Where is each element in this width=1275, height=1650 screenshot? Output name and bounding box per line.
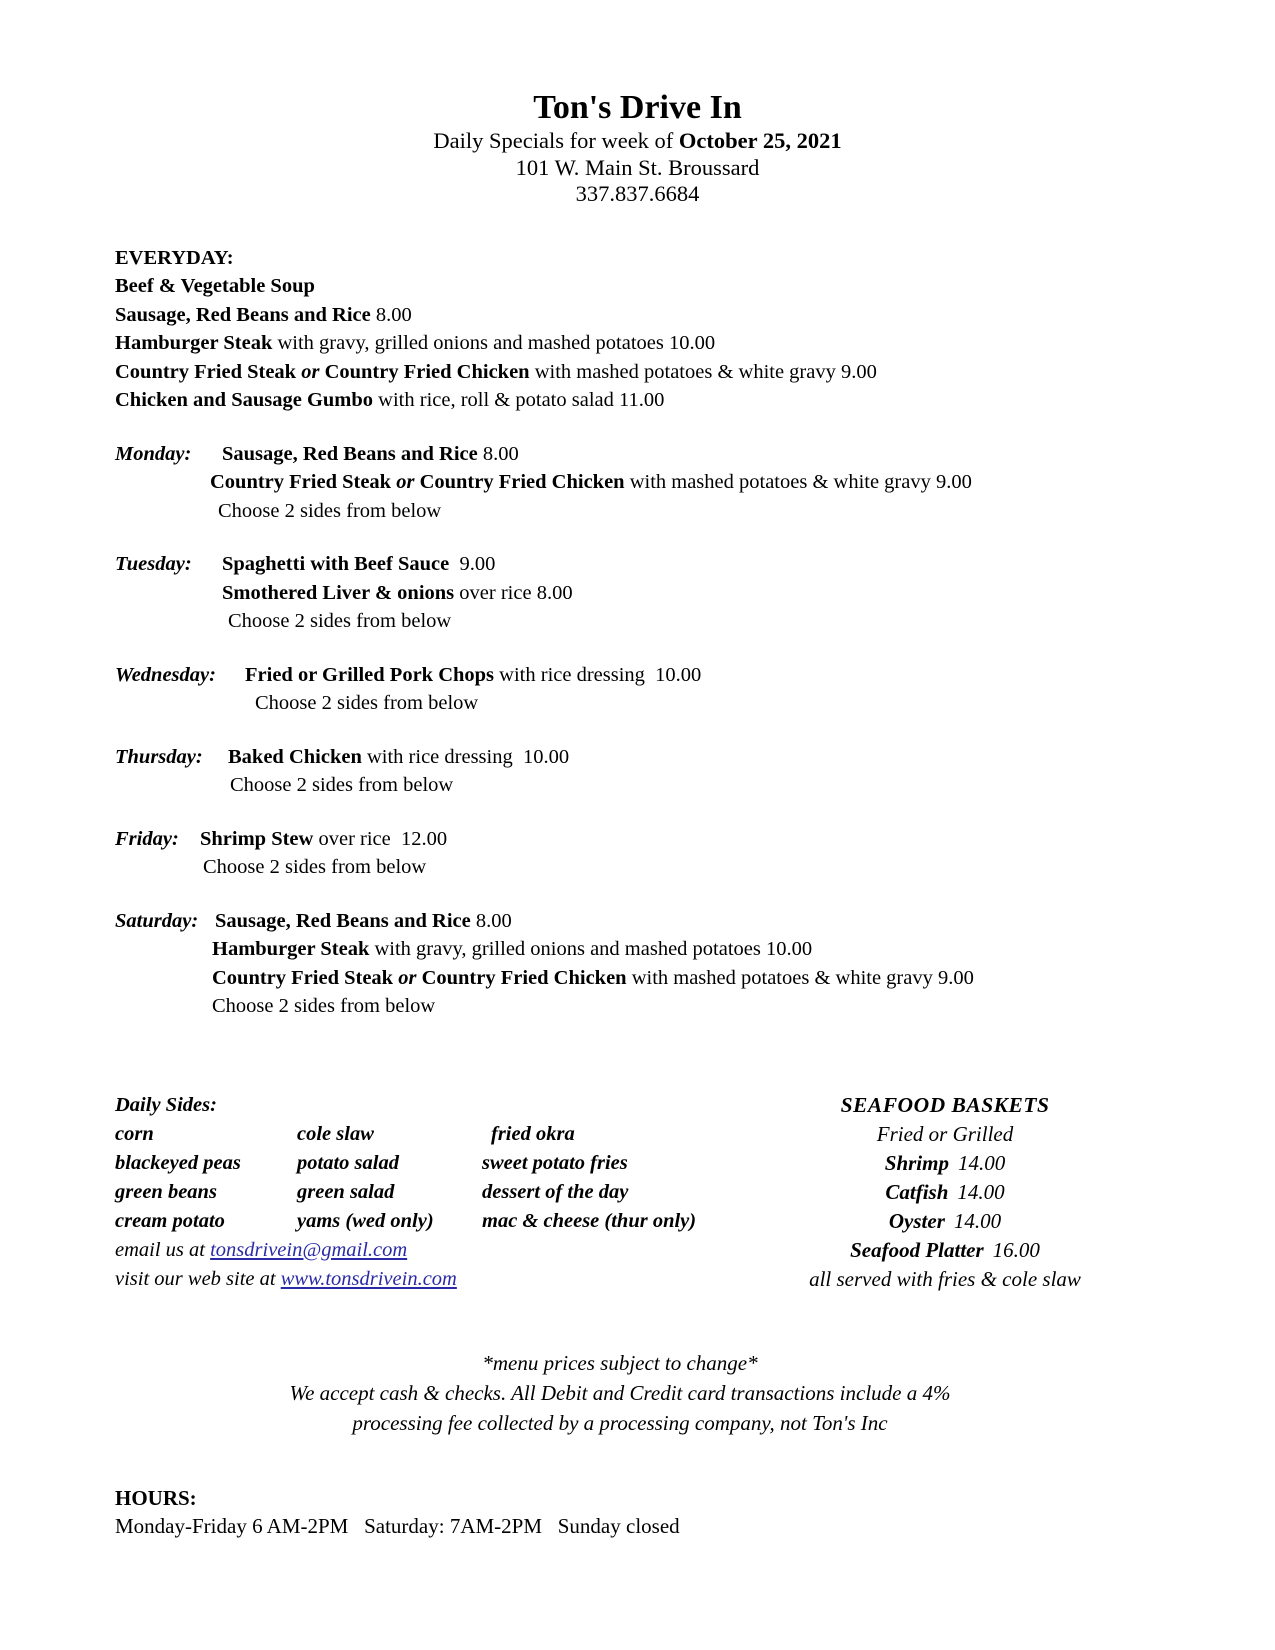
- seafood-subheading: Fried or Grilled: [876, 1121, 1014, 1146]
- everyday-heading: EVERYDAY:: [115, 246, 234, 269]
- saturday-item-3: Country Fried Steak or Country Fried Chicken with mashed potatoes & white gravy 9.00: [212, 966, 974, 989]
- day-saturday: [115, 907, 1160, 1021]
- side-item: dessert of the day: [482, 1180, 629, 1203]
- day-label-saturday: Saturday:: [115, 909, 199, 932]
- side-item: blackeyed peas: [115, 1151, 241, 1174]
- hours-heading: HOURS:: [115, 1485, 197, 1510]
- day-label-monday: Monday:: [115, 442, 192, 465]
- day-thursday: [115, 743, 1160, 800]
- side-item: fried okra: [491, 1122, 575, 1145]
- subtitle-prefix: Daily Specials for week of: [433, 128, 679, 153]
- monday-choose-note: Choose 2 sides from below: [218, 499, 442, 522]
- item-sausage-red-beans: Sausage, Red Beans and Rice 8.00: [115, 303, 412, 326]
- seafood-heading: SEAFOOD BASKETS: [840, 1092, 1050, 1117]
- bottom-columns: [115, 1091, 1160, 1296]
- side-item: cole slaw: [297, 1122, 374, 1145]
- notices: [115, 1348, 1125, 1438]
- email-line: email us at tonsdrivein@gmail.com: [115, 1238, 408, 1261]
- tuesday-item-2: Smothered Liver & onions over rice 8.00: [222, 581, 573, 604]
- website-link[interactable]: www.tonsdrivein.com: [280, 1267, 457, 1290]
- subtitle-date: October 25, 2021: [678, 128, 842, 153]
- seafood-baskets-section: [725, 1091, 1165, 1294]
- day-label-wednesday: Wednesday:: [115, 663, 216, 686]
- daily-sides-heading: Daily Sides:: [115, 1093, 217, 1116]
- seafood-platter-name: Seafood Platter: [850, 1237, 984, 1262]
- address: 101 W. Main St. Broussard: [515, 154, 760, 180]
- tuesday-choose-note: Choose 2 sides from below: [228, 610, 452, 632]
- side-item: green salad: [297, 1180, 395, 1203]
- monday-item-2: Country Fried Steak or Country Fried Chicken with mashed potatoes & white gravy 9.00: [210, 471, 972, 493]
- seafood-item: [725, 1149, 1165, 1178]
- friday-choose-note: Choose 2 sides from below: [203, 856, 427, 878]
- seafood-item-price: 14.00: [957, 1179, 1005, 1204]
- side-item: green beans: [115, 1180, 217, 1203]
- item-country-fried: Country Fried Steak or Country Fried Chicken with mashed potatoes & white gravy 9.00: [115, 360, 877, 383]
- seafood-item-name: Catfish: [885, 1179, 949, 1204]
- phone: 337.837.6684: [575, 181, 700, 206]
- wednesday-choose-note: Choose 2 sides from below: [255, 692, 479, 714]
- day-label-thursday: Thursday:: [115, 745, 203, 768]
- seafood-item-price: 14.00: [957, 1150, 1006, 1175]
- seafood-item-name: Shrimp: [884, 1150, 949, 1175]
- saturday-item-2: Hamburger Steak with gravy, grilled onions and mashed potatoes 10.00: [212, 938, 813, 960]
- header: [115, 88, 1160, 208]
- website-line: visit our web site at www.tonsdrivein.com: [115, 1267, 457, 1290]
- seafood-platter: [725, 1236, 1165, 1265]
- daily-sides-section: [115, 1091, 735, 1294]
- day-tuesday: [115, 550, 1160, 636]
- day-friday: [115, 825, 1160, 882]
- email-link[interactable]: tonsdrivein@gmail.com: [210, 1238, 408, 1261]
- seafood-platter-price: 16.00: [992, 1237, 1040, 1262]
- notice-payment-2: processing fee collected by a processing company, not Ton's Inc: [352, 1410, 888, 1435]
- wednesday-item-1: Wednesday: Fried or Grilled Pork Chops with rice dressing 10.00: [115, 661, 1160, 690]
- everyday-section: [115, 244, 1160, 415]
- day-monday: [115, 440, 1160, 526]
- thursday-item-1: Thursday: Baked Chicken with rice dressing 10.00: [115, 743, 1160, 772]
- side-item: mac & cheese (thur only): [482, 1209, 697, 1232]
- notice-payment-1: We accept cash & checks. All Debit and Credit card transactions include a 4%: [289, 1380, 951, 1405]
- seafood-item: [725, 1178, 1165, 1207]
- saturday-item-1: Saturday: Sausage, Red Beans and Rice 8.00: [115, 907, 1160, 936]
- monday-item-1: Monday: Sausage, Red Beans and Rice 8.00: [115, 440, 1160, 469]
- saturday-choose-note: Choose 2 sides from below: [212, 995, 436, 1017]
- tuesday-item-1: Tuesday: Spaghetti with Beef Sauce 9.00: [115, 550, 1160, 579]
- seafood-item: [725, 1207, 1165, 1236]
- hours-text: Monday-Friday 6 AM-2PM Saturday: 7AM-2PM Sunday closed: [115, 1514, 680, 1538]
- subtitle: [115, 128, 1160, 155]
- item-hamburger-steak: Hamburger Steak with gravy, grilled onions and mashed potatoes 10.00: [115, 332, 716, 354]
- side-item: yams (wed only): [297, 1209, 434, 1232]
- thursday-choose-note: Choose 2 sides from below: [230, 774, 454, 796]
- seafood-note: all served with fries & cole slaw: [809, 1266, 1081, 1291]
- side-item: corn: [115, 1122, 154, 1145]
- hours-section: [115, 1484, 1160, 1541]
- day-label-tuesday: Tuesday:: [115, 553, 192, 575]
- side-item: cream potato: [115, 1209, 225, 1232]
- seafood-item-name: Oyster: [888, 1208, 945, 1233]
- page-title: Ton's Drive In: [533, 89, 742, 126]
- notice-prices-subject-to-change: *menu prices subject to change*: [482, 1350, 758, 1375]
- side-item: potato salad: [297, 1151, 399, 1174]
- day-wednesday: [115, 661, 1160, 718]
- side-item: sweet potato fries: [482, 1151, 628, 1174]
- day-label-friday: Friday:: [115, 827, 179, 850]
- friday-item-1: Friday: Shrimp Stew over rice 12.00: [115, 825, 1160, 854]
- seafood-item-price: 14.00: [953, 1208, 1002, 1233]
- item-beef-vegetable-soup: Beef & Vegetable Soup: [115, 275, 315, 297]
- daily-sides-grid: [115, 1120, 735, 1236]
- item-chicken-sausage-gumbo: Chicken and Sausage Gumbo with rice, roll & potato salad 11.00: [115, 389, 665, 411]
